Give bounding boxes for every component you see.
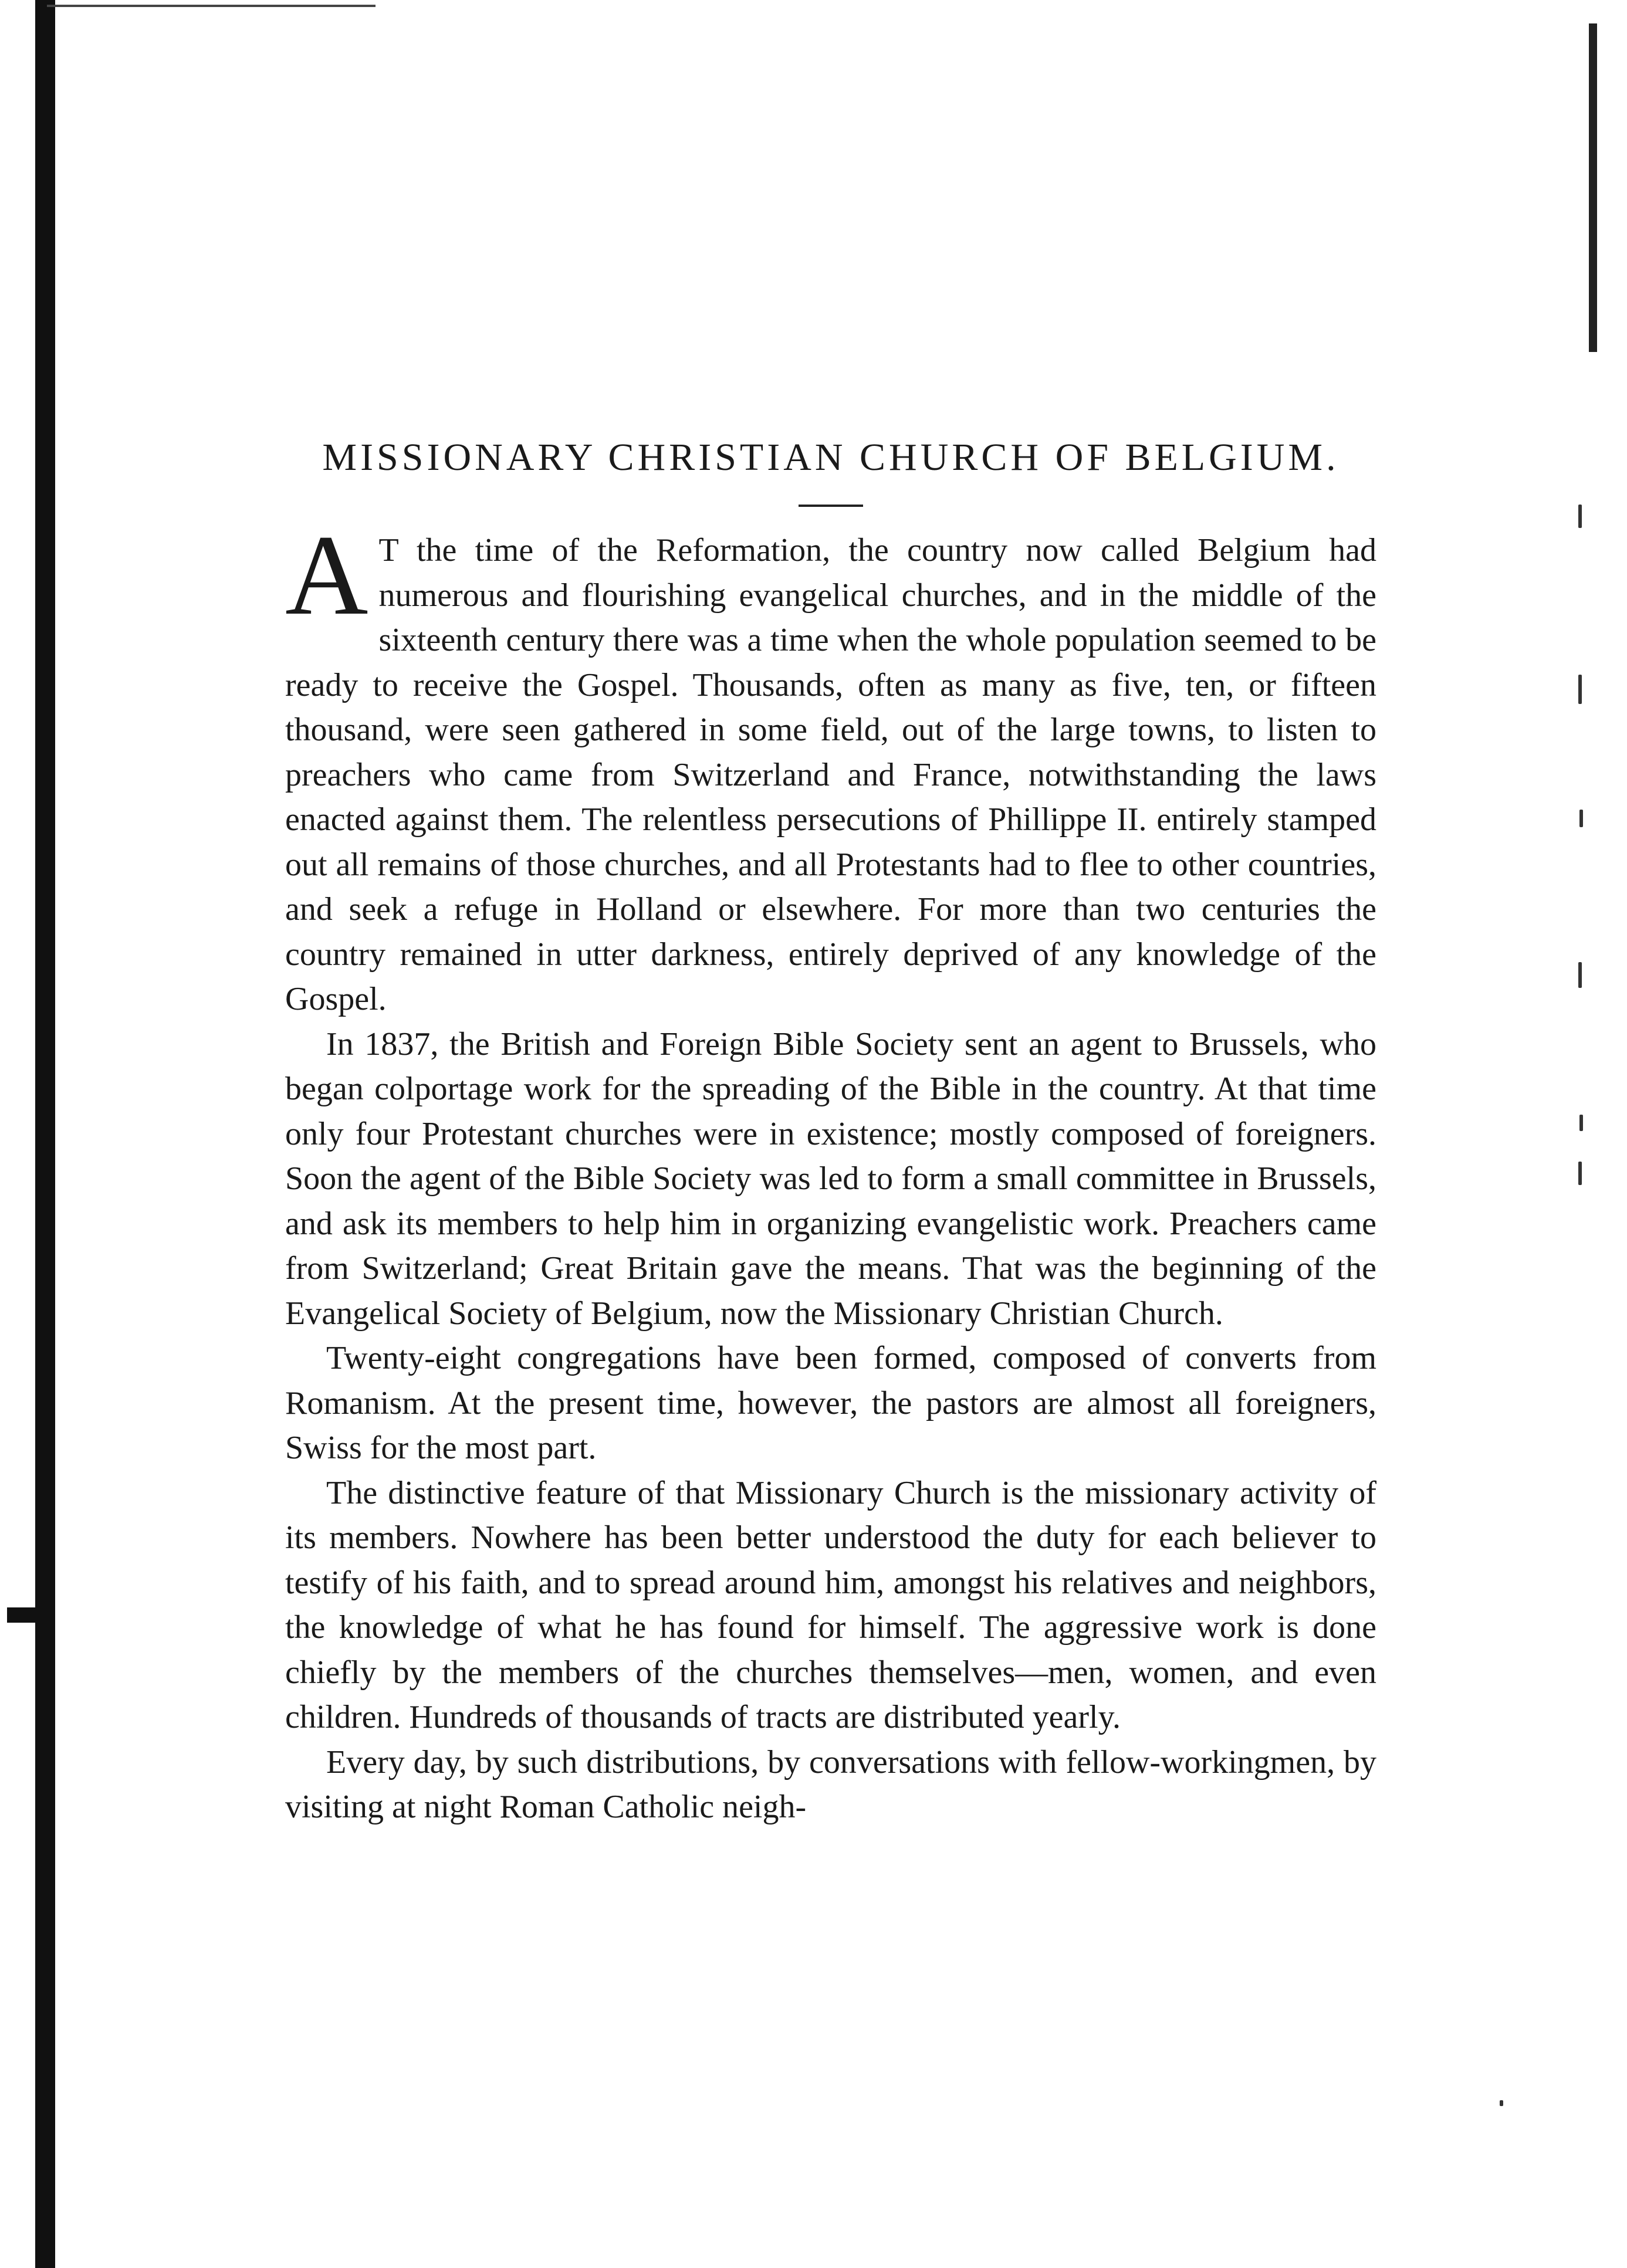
scan-binding-notch (7, 1607, 55, 1623)
scan-speck (1578, 1162, 1582, 1185)
paragraph-1-text: T the time of the Reformation, the country now called Belgium had numerous and flourishing evangelical churches, and in the middle of the sixteenth century there was a time when the whole population seemed to be ready to receive the Gospel. Thousands, often as many as five, ten, or fifteen thousand, were seen gathered in some field, out of the large towns, to listen to preachers who came from Switzerland and France, notwithstanding the laws enacted against them. The relentless persecutions of Phillippe II. entirely stamped out all remains of those churches, and all Protestants had to flee to other countries, and seek a refuge in Holland or elsewhere. For more than two centuries the country remained in utter darkness, entirely deprived of any knowledge of the Gospel. (285, 532, 1376, 1017)
title-rule (799, 505, 863, 507)
scan-speck (1579, 1115, 1583, 1131)
paragraph-2: In 1837, the British and Foreign Bible Society sent an agent to Brussels, who began colportage work for the spreading of the Bible in the country. At that time only four Protestant churches were in existence; mostly composed of foreigners. Soon the agent of the Bible Society was led to form a small committee in Brussels, and ask its members to help him in organizing evangelistic work. Preachers came from Switzerland; Great Britain gave the means. That was the beginning of the Evangelical Society of Belgium, now the Missionary Christian Church. (285, 1025, 1376, 1332)
scan-speck (1579, 810, 1583, 827)
paragraph-5: Every day, by such distributions, by conversations with fellow-workingmen, by visiting at night Roman Catholic neigh- (285, 1744, 1376, 1825)
scan-speck (1500, 2100, 1503, 2106)
scan-binding-edge (35, 0, 55, 2268)
paragraph-3: Twenty-eight congregations have been formed, composed of converts from Romanism. At the present time, however, the pastors are almost all foreigners, Swiss for the most part. (285, 1340, 1376, 1466)
paragraph-4: The distinctive feature of that Missionary Church is the missionary activity of its members. Nowhere has been better understood the duty for each believer to testify of his faith, and to spread around him, amongst his relatives and neighbors, the knowledge of what he has found for himself. The aggressive work is done chiefly by the members of the churches themselves—men, women, and even children. Hundreds of thousands of tracts are distributed yearly. (285, 1474, 1376, 1735)
page-body (285, 434, 1376, 1830)
scan-speck (1578, 675, 1582, 704)
scan-top-rule (47, 5, 376, 7)
drop-cap: A (285, 512, 368, 639)
paragraph-1 (285, 512, 1376, 1022)
scan-speck (1578, 505, 1582, 528)
page-title: MISSIONARY CHRISTIAN CHURCH OF BELGIUM. (322, 436, 1340, 479)
scan-speck (1578, 962, 1582, 988)
scan-right-edge (1589, 23, 1597, 352)
